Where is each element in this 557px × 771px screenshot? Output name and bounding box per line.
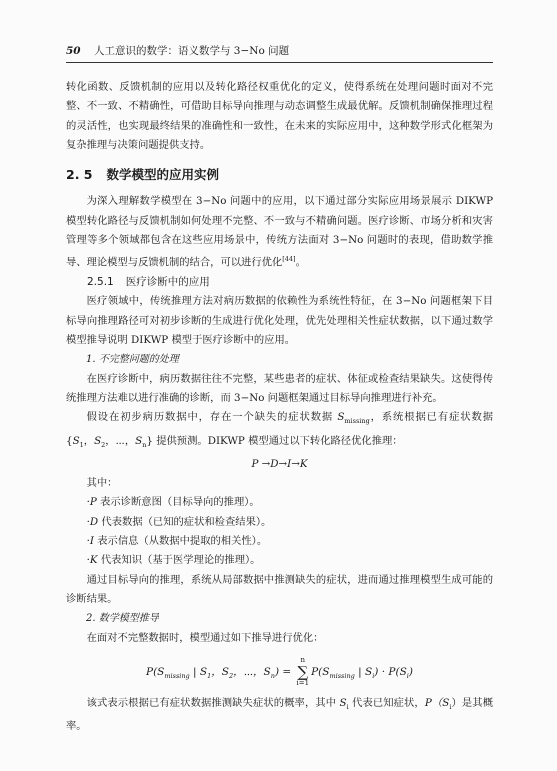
paragraph-text: 是其概率。 [66,696,493,733]
subsection-title: 医疗诊断中的应用 [125,276,210,289]
bullet-d: ·D 代表数据（已知的症状和检查结果）。 [86,515,272,528]
section-number: 2. 5 [66,167,93,183]
paragraph-intro-continued: 转化函数、反馈机制的应用以及转化路径权重优化的定义，使得系统在处理问题时面对不完整、不一致、不精确性，可借助目标导向推理与动态调整生成最优解。反馈机制确保推理过程的灵活性，也实现最终结果的准确性和一致性，在未来的实际应用中，这种数学形式化框架为复杂推理与决策问题提供支持。 [66,81,493,151]
math-var: S [337,411,345,424]
eq-sub: 2 [228,671,234,680]
eq-sub: i [372,671,375,680]
math-var: S [72,434,80,447]
math-var: P（S [424,696,450,709]
eq-part: ) [408,665,413,678]
math-sub: 1 [79,440,84,449]
eq-sub: 1 [207,671,212,680]
paragraph-text: ，系统根据已有症状数据 { [66,411,494,447]
sum-upper: n [300,655,306,664]
paragraph-text: ） [451,696,462,709]
bullet-i: ·I 表示信息（从数据中提取的相关性）。 [86,535,268,548]
paragraph-text: } 提供预测。DIKWP 模型通过以下转化路径优化推理： [146,434,403,447]
paragraph-derivation: 在面对不完整数据时，模型通过如下推导进行优化： [86,631,324,644]
eq-part: | S [354,665,373,678]
math-var: I [89,535,94,548]
subsection-number: 2.5.1 [87,276,114,289]
paragraph-text: ，⋯， [105,434,136,447]
eq-part: ) · P(S [374,665,407,678]
sum-lower: i=1 [296,678,310,687]
eq-part: ，S [211,665,229,678]
math-sub: n [142,440,147,449]
header-rule [66,62,493,63]
running-header [66,44,493,58]
math-var: S [94,434,102,447]
math-var: D [89,515,99,528]
paragraph-goal-reasoning: 通过目标导向的推理，系统从局部数据中推测缺失的症状，进而通过推理模型生成可能的诊断结果。 [66,573,493,605]
sum-symbol: ∑ [297,662,309,681]
math-sub: i [346,702,349,711]
section-title: 数学模型的应用实例 [106,167,220,183]
eq-sub: missing [164,671,190,680]
paragraph-section-intro [66,192,493,273]
paragraph-text: 该式表示根据已有症状数据推测缺失症状的概率，其中 [86,696,340,709]
probability-equation [66,656,493,688]
math-var: S [135,434,143,447]
page-number: 50 [66,45,81,57]
eq-part: P(S [146,665,165,678]
bullet-k: ·K 代表知识（基于医学理论的推理）。 [86,554,261,567]
math-var: K [89,554,98,567]
qizhong-label: 其中： [86,477,118,490]
eq-part: ，⋯，S [233,665,271,678]
bullet-text: 表示信息（从数据中提取的相关性）。 [93,535,268,548]
item-heading-2: 2. 数学模型推导 [86,613,159,625]
paragraph-text: 为深入理解数学模型在 3−No 问题中的应用，以下通过部分实际应用场景展示 DIKWP 模型转化路径与反馈机制如何处理不完整、不一致与不精确问题。医疗诊断、市场分析和灾害管理等多个领域都包含在这些应用场景中，传统方法面对 3−No 问题时的表现，借助数学推导、理论模型与反馈机制的结合，可以进行优化 [66,195,493,269]
paragraph-assumption [66,408,493,455]
paragraph-medical: 医疗领域中，传统推理方法对病历数据的依赖性为系统性特征，在 3−No 问题框架下目标导向推理路径可对初步诊断的生成进行优化处理，优先处理相关性症状数据，以下通过数学模型推导说明 DIKWP 模型于医疗诊断中的应用。 [66,295,493,346]
paragraph-text: ， [83,434,95,447]
summation [297,656,310,688]
eq-part: | S [189,665,208,678]
math-sub: i [449,702,452,711]
bullet-text: 表示诊断意图（目标导向的推理）。 [96,496,260,509]
page-body [66,78,493,736]
eq-sub: n [270,671,275,680]
eq-sub: i [406,671,409,680]
section-heading [66,165,493,184]
eq-sub: missing [329,671,355,680]
bullet-text: 代表知识（基于医学理论的推理）。 [97,554,261,567]
paragraph-text: 假设在初步病历数据中，存在一个缺失的症状数据 [86,411,338,424]
math-sub: missing [344,417,370,426]
paragraph-text: 。 [295,256,306,269]
item-heading-1: 1. 不完整问题的处理 [86,354,179,366]
eq-part: ) = [274,665,295,678]
math-sub: 2 [101,440,106,449]
bullet-text: 代表数据（已知的症状和检查结果）。 [98,515,272,528]
subsection-heading [66,273,493,292]
path-formula: P →D→I→K [251,457,308,470]
paragraph-incomplete: 在医疗诊断中，病历数据往往不完整，某些患者的症状、体征或检查结果缺失。这使得传统推理方法难以进行准确的诊断，而 3−No 问题框架通过目标导向推理进行补充。 [66,372,493,404]
book-title: 人工意识的数学：语义数学与 3−No 问题 [93,45,290,57]
eq-part: P(S [311,665,330,678]
paragraph-explanation [66,694,493,737]
paragraph-text: 代表已知症状， [348,696,425,709]
citation: [44] [282,255,296,264]
bullet-p: ·P 表示诊断意图（目标导向的推理）。 [86,496,260,509]
math-var: P [89,496,97,509]
math-var: S [339,696,347,709]
